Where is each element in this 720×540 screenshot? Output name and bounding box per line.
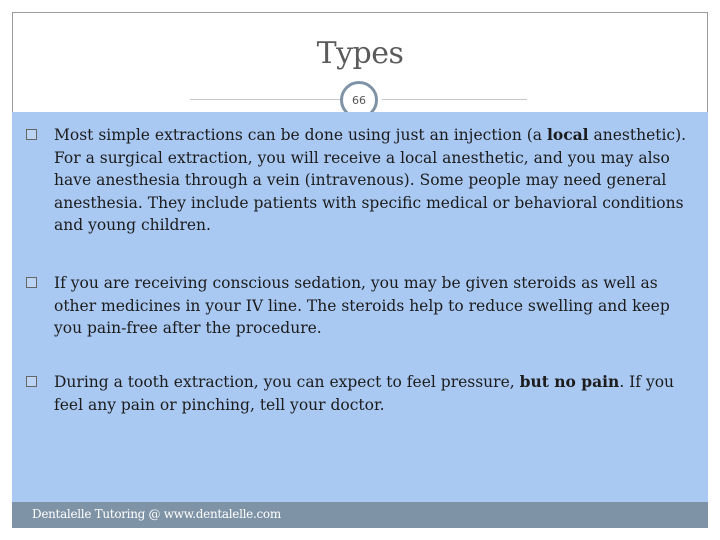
bold-term: local [546,125,589,144]
bullet-item [26,371,690,416]
title-divider-right [382,99,527,100]
bullet-item [26,124,690,237]
bullet-text: During a tooth extraction, you can expect to feel pressure, but no pain. If you feel any pain or pinching, tell your doctor. [54,372,675,414]
bullet-square-icon [26,129,37,140]
page-number-badge: 66 [340,81,378,119]
title-divider-left [190,99,340,100]
bullet-text: Most simple extractions can be done using just an injection (a local anesthetic). For a surgical extraction, you will receive a local anesthetic, and you may also have anesthesia through a vein (intravenous). Some people may need general anesthesia. They include patients with specific medical or behavioral conditions and young children. [54,125,687,234]
slide-title: Types [316,36,404,71]
bullet-square-icon [26,277,37,288]
bullet-item [26,272,690,340]
bold-term: but no pain [519,372,620,391]
bullet-square-icon [26,376,37,387]
footer-text: Dentalelle Tutoring @ www.dentalelle.com [32,507,281,521]
bullet-text: If you are receiving conscious sedation, you may be given steroids as well as other medicines in your IV line. The steroids help to reduce swelling and keep you pain-free after the procedure. [54,274,670,337]
